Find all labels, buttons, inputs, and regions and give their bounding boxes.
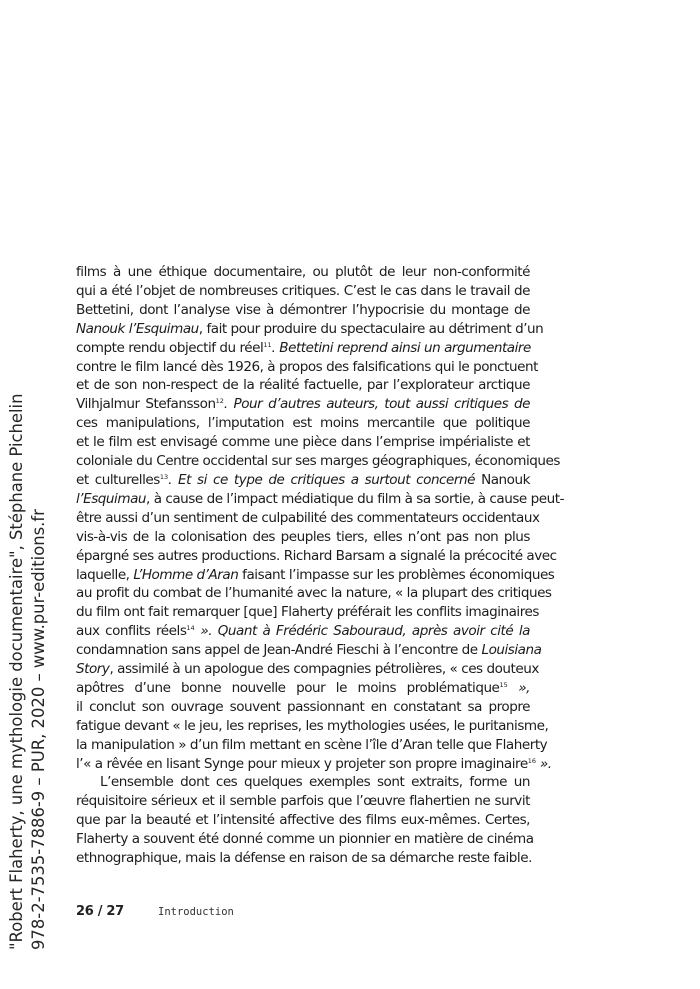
text-segment: ethnographique, mais la défense en raison de sa démarche reste faible. [76,850,532,867]
text-segment: et de son non-respect de la réalité factuelle, par l’explorateur arctique [76,377,530,394]
text-line [76,376,530,395]
italic-title: Nanouk l’Esquimau [76,320,199,337]
text-segment: et le film est envisagé comme une pièce dans l’emprise impérialiste et [76,434,530,451]
text-segment: que par la beauté et l’intensité affective des films eux-mêmes. Certes, [76,812,530,829]
text-segment: l’« a rêvée en lisant Synge pour mieux y projeter son propre imaginaire [76,755,528,772]
text-line [76,755,552,774]
text-line [76,811,530,830]
copyright-sidebar [0,0,80,989]
text-line [76,358,538,377]
text-line [76,282,530,301]
footnote-call: 13 [159,472,169,481]
text-line [76,773,530,792]
text-segment: , fait pour produire du spectaculaire au détriment d’un [198,320,544,337]
text-line [76,414,530,433]
page-footer [76,904,476,924]
footnote-call: 16 [527,756,536,765]
sidebar-isbn-line: 978-2-7535-7886-9 – PUR, 2020 – www.pur-editions.fr [29,509,48,950]
text-line [76,584,552,603]
text-line [76,395,530,414]
text-segment: qui a été l’objet de nombreuses critiques. C’est le cas dans le travail de [76,282,530,299]
footnote-call: 15 [499,680,508,689]
text-segment: réquisitoire sérieux et il semble parfois que l’œuvre flahertien ne survit [76,793,530,810]
text-segment: compte rendu objectif du réel [76,339,264,356]
text-line [76,301,530,320]
text-segment: aux conflits réels [76,623,187,640]
italic-title: Louisiana [481,642,542,659]
text-line [76,679,530,698]
text-segment: être aussi d’un sentiment de culpabilité des commentateurs occidentaux [76,509,540,526]
text-line [76,849,530,868]
text-line [76,698,530,717]
text-segment: et culturelles [76,471,160,488]
italic-title: . Et si ce type de critiques a surtout concerné [168,471,482,488]
text-segment: condamnation sans appel de Jean-André Fieschi à l’encontre de [76,642,482,659]
text-segment: vis-à-vis de la colonisation des peuples tiers, elles n’ont pas non plus [76,528,530,545]
text-segment: la manipulation » d’un film mettant en scène l’île d’Aran telle que Flaherty [76,736,548,753]
text-segment: il conclut son ouvrage souvent passionnant en constatant sa propre [76,698,530,715]
text-line [76,528,530,547]
text-line [76,830,534,849]
text-line [76,717,549,736]
text-segment: , à cause de l’impact médiatique du film à sa sortie, à cause peut- [146,490,564,507]
footnote-call: 12 [215,397,224,406]
italic-title: l’Esquimau [76,490,147,507]
text-segment: au profit du combat de l’humanité avec la nature, « la plupart des critiques [76,585,552,602]
paragraph-2 [76,773,534,868]
italic-title: Story [76,661,110,678]
page-number: 26 / 27 [76,904,124,919]
italic-title: », [507,679,530,696]
text-segment: films à une éthique documentaire, ou plutôt de leur non-conformité [76,264,530,280]
text-line [76,509,540,528]
italic-title: ». Quant à Frédéric Sabouraud, après avoir cité la [194,623,531,640]
text-line [76,566,555,585]
text-line [76,490,564,509]
text-line [76,320,544,339]
text-segment: , assimilé à un apologue des compagnies pétrolières, « ces douteux [109,661,539,678]
text-line [76,547,557,566]
text-segment: L’ensemble dont ces quelques exemples sont extraits, forme un [100,774,530,791]
text-line [76,603,539,622]
text-line [76,339,530,358]
text-line [76,263,530,282]
text-line [76,660,539,679]
text-segment: apôtres d’une bonne nouvelle pour le moins problématique [76,679,500,696]
text-segment: épargné ses autres productions. Richard Barsam a signalé la précocité avec [76,547,557,564]
text-line [76,622,530,641]
italic-title: . Pour d’autres auteurs, tout aussi critiques de [223,396,530,413]
running-head: Introduction [158,906,234,918]
text-segment: Vilhjalmur Stefansson [76,396,216,413]
italic-title: L’Homme d’Aran [133,566,239,583]
italic-title: . Bettetini reprend ainsi un argumentaire [271,339,531,356]
text-segment: Bettetini, dont l’analyse vise à démontrer l’hypocrisie du montage de [76,301,530,318]
text-line [76,433,530,452]
footnote-call: 11 [263,340,272,349]
text-line [76,641,542,660]
italic-title: ». [536,755,552,772]
text-segment: laquelle, [76,566,134,583]
text-segment: coloniale du Centre occidental sur ses marges géographiques, économiques [76,453,560,470]
text-line [76,452,560,471]
sidebar-title-line: "Robert Flaherty, une mythologie documentaire", Stéphane Pichelin [7,393,26,950]
text-line [76,736,548,755]
body-text [76,263,564,868]
paragraph-1 [76,263,564,773]
text-segment: ces manipulations, l’imputation est moins mercantile que politique [76,415,530,432]
text-segment: du film ont fait remarquer [que] Flaherty préférait les conflits imaginaires [76,604,539,621]
footnote-call: 14 [186,624,195,633]
text-line [76,471,530,490]
text-segment: fatigue devant « le jeu, les reprises, les mythologies usées, le puritanisme, [76,717,549,734]
text-segment: Nanouk [481,471,530,488]
text-segment: Flaherty a souvent été donné comme un pionnier en matière de cinéma [76,831,534,848]
text-segment: faisant l’impasse sur les problèmes économiques [238,566,555,583]
text-line [76,792,530,811]
text-segment: contre le film lancé dès 1926, à propos des falsifications qui le ponctuent [76,358,538,375]
